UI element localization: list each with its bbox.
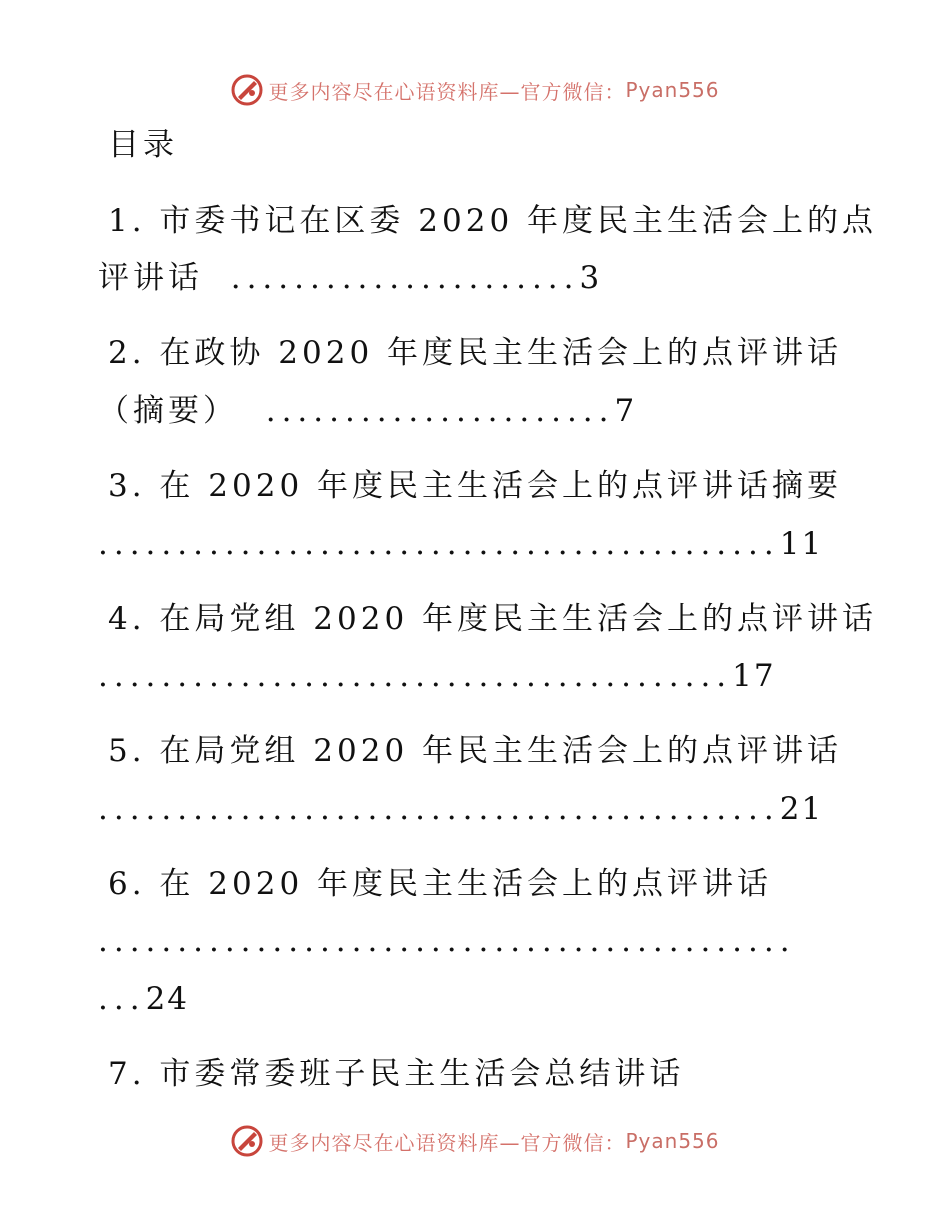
toc-entry-3-line2[interactable]: [98, 524, 823, 564]
leader-dots: ........................................: [98, 658, 733, 694]
watermark-text: 更多内容尽在心语资料库—官方微信：: [268, 79, 626, 104]
toc-entry-5-title[interactable]: 5. 在局党组 2020 年民主生活会上的点评讲话: [108, 733, 843, 769]
toc-entry-7-title[interactable]: 7. 市委常委班子民主生活会总结讲话: [108, 1056, 685, 1092]
watermark-banner-top: [0, 70, 950, 110]
toc-entry-4-title[interactable]: 4. 在局党组 2020 年度民主生活会上的点评讲话: [108, 601, 878, 637]
toc-entry-4-line2[interactable]: [98, 656, 776, 696]
leader-dots: ...........................................: [98, 791, 780, 827]
wechat-id: Pyan556: [625, 1129, 720, 1153]
page-number: 21: [779, 791, 824, 827]
page-number: 11: [779, 526, 824, 562]
toc-entry-2-title[interactable]: 2. 在政协 2020 年度民主生活会上的点评讲话: [108, 335, 843, 371]
watermark-text: 更多内容尽在心语资料库—官方微信：: [268, 1130, 626, 1155]
page-number: 24: [145, 981, 190, 1017]
page-number: 3: [579, 260, 602, 296]
toc-heading: 目录: [108, 127, 178, 163]
watermark-banner-bottom: [0, 1121, 950, 1161]
page-number: 17: [732, 658, 776, 694]
page-number: 7: [614, 393, 637, 429]
leader-dots: ............................................: [98, 923, 796, 959]
wechat-id: Pyan556: [625, 78, 720, 102]
toc-entry-6-line2[interactable]: [98, 921, 796, 961]
toc-entry-2-line2[interactable]: [98, 391, 636, 431]
toc-entry-1-line2[interactable]: [98, 258, 601, 298]
toc-entry-5-line2[interactable]: [98, 789, 823, 829]
toc-entry-2-title-cont: （摘要）: [98, 393, 238, 429]
leader-dots: ...........................................: [98, 526, 780, 562]
leader-dots: ......................: [230, 260, 580, 296]
pen-seal-icon: [230, 73, 264, 107]
pen-seal-icon: [230, 1124, 264, 1158]
toc-entry-6-line3[interactable]: [98, 979, 189, 1019]
toc-entry-1-title-cont: 评讲话: [98, 260, 203, 296]
toc-entry-3-title[interactable]: 3. 在 2020 年度民主生活会上的点评讲话摘要: [108, 468, 843, 504]
toc-entry-6-title[interactable]: 6. 在 2020 年度民主生活会上的点评讲话: [108, 866, 773, 902]
leader-dots: ......................: [265, 393, 615, 429]
leader-dots: ...: [98, 981, 146, 1017]
toc-entry-1-title[interactable]: 1. 市委书记在区委 2020 年度民主生活会上的点: [108, 203, 878, 239]
